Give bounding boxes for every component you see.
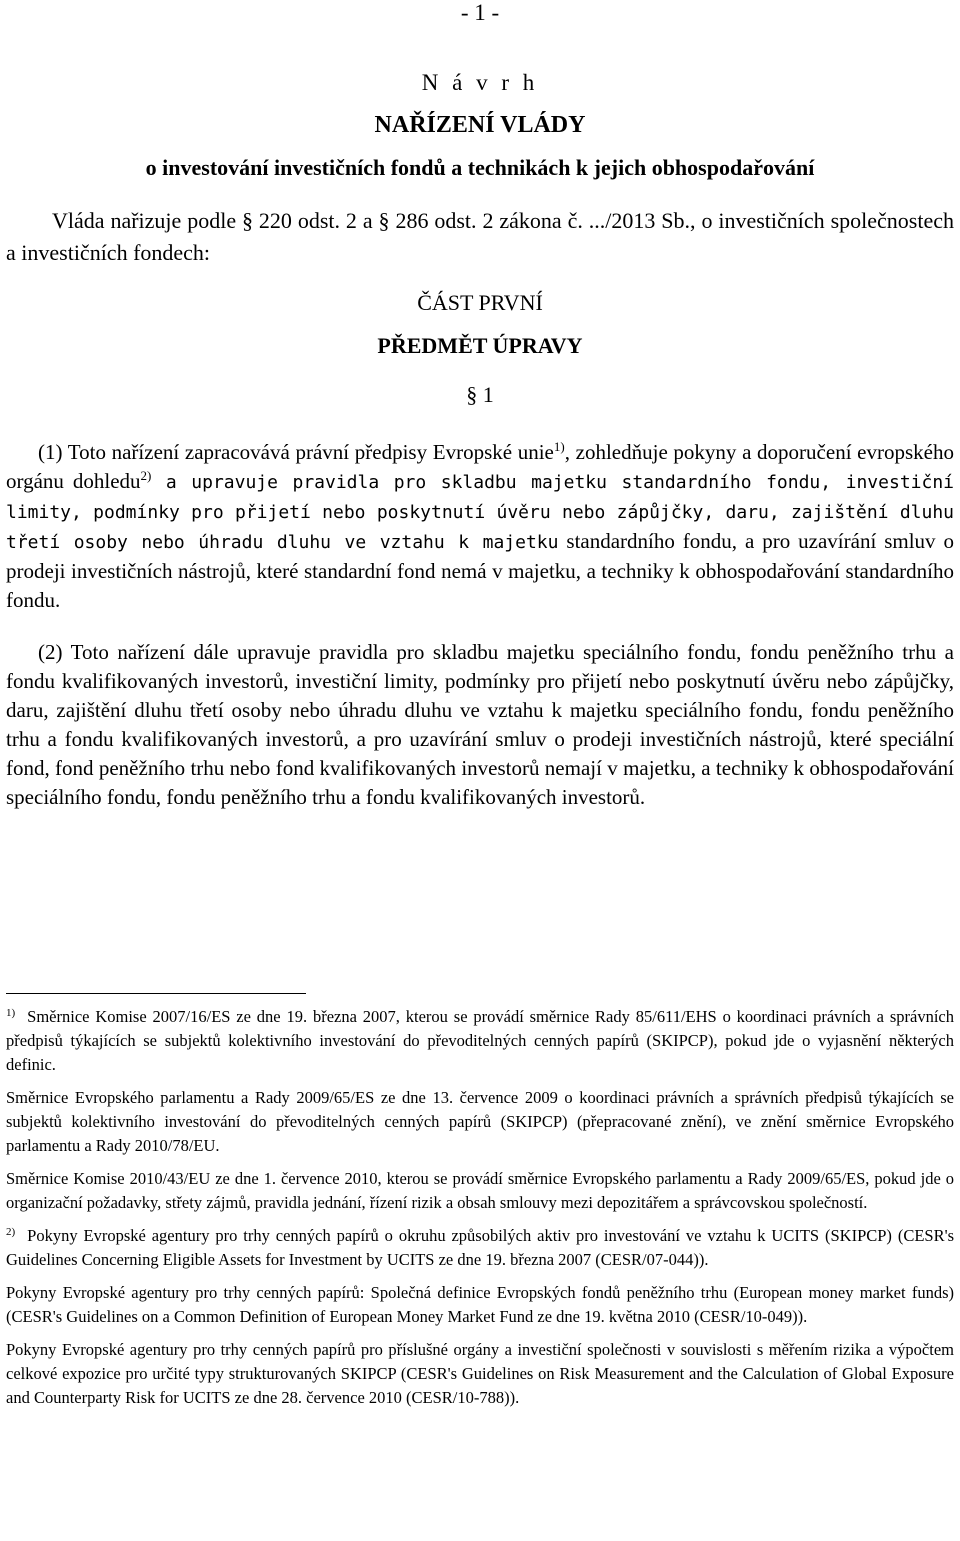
draft-label: N á v r h xyxy=(421,70,539,95)
document-title: NAŘÍZENÍ VLÁDY xyxy=(374,112,586,138)
footnote-ref-2: 2) xyxy=(140,468,152,483)
footnote-text: Směrnice Komise 2007/16/ES ze dne 19. března 2007, kterou se provádí směrnice Rady 85/611/EHS o koordinaci právních a správních předpisů týkajících se subjektů kolektivního investování do převoditelných cenných papírů (SKIPCP), pokud jde o vyjasnění některých definic. xyxy=(6,1007,954,1074)
footnote xyxy=(6,1005,954,1077)
footnote xyxy=(6,1338,954,1410)
footnote-separator xyxy=(6,993,306,994)
footnote-text: Směrnice Evropského parlamentu a Rady 2009/65/ES ze dne 13. července 2009 o koordinaci právních a správních předpisů týkajících se subjektů kolektivního investování do převoditelných cenných papírů (SKIPCP) (přepracované znění), ve znění směrnice Evropského parlamentu a Rady 2010/78/EU. xyxy=(6,1088,954,1155)
footnote xyxy=(6,1281,954,1329)
footnote-text: Směrnice Komise 2010/43/EU ze dne 1. července 2010, kterou se provádí směrnice Evropského parlamentu a Rady 2009/65/ES, pokud jde o organizační požadavky, střety zájmů, pravidla jednání, řízení rizik a obsah smlouvy mezi depozitářem a správcovskou společností. xyxy=(6,1169,954,1212)
footnotes xyxy=(6,1005,954,1419)
footnote-text: Pokyny Evropské agentury pro trhy cenných papírů o okruhu způsobilých aktiv pro investování ve vztahu k UCITS (SKIPCP) (CESR's Guidelines Concerning Eligible Assets for Investment by UCITS ze dne 19. března 2007 (CESR/07-044)). xyxy=(6,1226,954,1269)
paragraph-1-rest: a upravuje pravidla pro skladbu majetku standardního fondu, investiční limity, podmínky pro přijetí nebo poskytnutí úvěru nebo zápůjčky, daru, zajištění dluhu třetí osoby nebo úhradu dluhu ve vztahu k majetku xyxy=(6,472,954,553)
paragraph-1-lead: (1) Toto nařízení zapracovává právní předpisy Evropské unie xyxy=(38,440,554,464)
paragraph-2: (2) Toto nařízení dále upravuje pravidla pro skladbu majetku speciálního fondu, fondu peněžního trhu a fondu kvalifikovaných investorů, investiční limity, podmínky pro přijetí nebo poskytnutí úvěru nebo zápůjčky, daru, zajištění dluhu třetí osoby nebo úhradu dluhu ve vztahu k majetku speciálního fondu, fondu peněžního trhu a fondu kvalifikovaných investorů, a pro uzavírání smluv o prodeji investičních nástrojů, které speciální fond, fond peněžního trhu nebo fond kvalifikovaných investorů nemají v majetku, a techniky k obhospodařování speciálního fondu, fondu peněžního trhu a fondu kvalifikovaných investorů. xyxy=(6,640,954,809)
intro-paragraph: Vláda nařizuje podle § 220 odst. 2 a § 286 odst. 2 zákona č. .../2013 Sb., o investičních společnostech a investičních fondech: xyxy=(6,208,954,265)
paragraph-1-tail: standardního fondu, a pro uzavírání smluv o prodeji investičních nástrojů, které standardní fond nemá v majetku, a techniky k obhospodařování standardního fondu. xyxy=(6,529,954,612)
part-heading: PŘEDMĚT ÚPRAVY xyxy=(377,333,583,358)
document-subtitle: o investování investičních fondů a technikách k jejich obhospodařování xyxy=(145,155,815,180)
footnote xyxy=(6,1086,954,1158)
paragraph-1 xyxy=(6,438,954,615)
part-label: ČÁST PRVNÍ xyxy=(417,290,543,315)
paragraph-1-mid: , zohledňuje pokyny a doporučení evropského orgánu dohledu xyxy=(6,440,954,493)
footnote xyxy=(6,1167,954,1215)
footnote-text: Pokyny Evropské agentury pro trhy cenných papírů pro příslušné orgány a investiční společnosti v souvislosti s měřením rizika a výpočtem celkové expozice pro určité typy strukturovaných SKIPCP (CESR's Guidelines on Risk Measurement and the Calculation of Global Exposure and Counterparty Risk for UCITS ze dne 28. července 2010 (CESR/10-788)). xyxy=(6,1340,954,1407)
footnote-text: Pokyny Evropské agentury pro trhy cenných papírů: Společná definice Evropských fondů peněžního trhu (European money market funds) (CESR's Guidelines on a Common Definition of European Money Market Fund ze dne 19. května 2010 (CESR/10-049)). xyxy=(6,1283,954,1326)
page-number: - 1 - xyxy=(460,0,500,25)
footnote-ref-1: 1) xyxy=(553,439,565,454)
footnote-mark: 2) xyxy=(6,1225,16,1238)
section-mark: § 1 xyxy=(466,382,494,407)
footnote-mark: 1) xyxy=(6,1006,16,1019)
footnote xyxy=(6,1224,954,1272)
